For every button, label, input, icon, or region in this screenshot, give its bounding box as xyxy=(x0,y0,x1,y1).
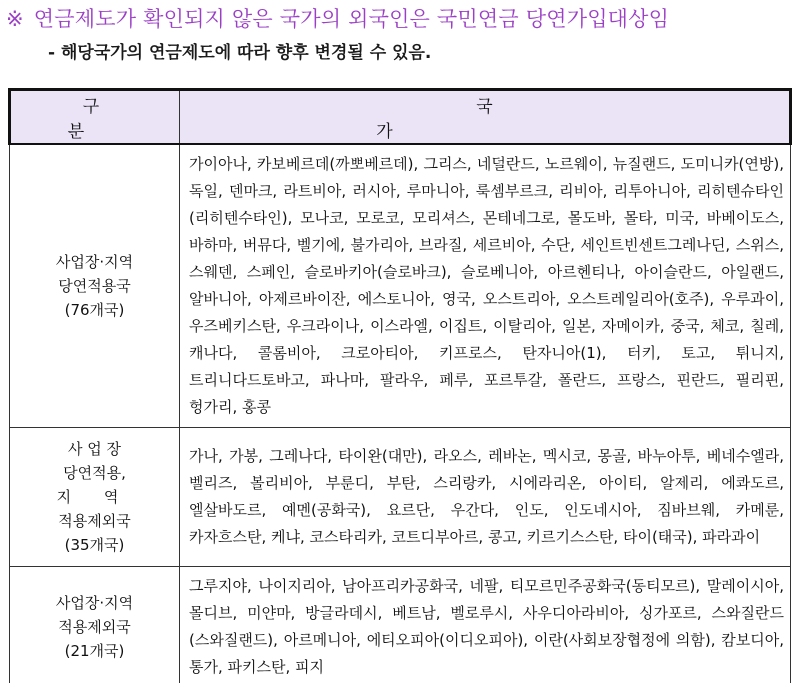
row-category-cell xyxy=(10,428,180,567)
notice-line xyxy=(6,4,669,34)
category-line: 사 업 장 xyxy=(67,440,121,458)
header-category: 구 분 xyxy=(10,90,180,145)
category-line: 지 역 xyxy=(56,488,133,506)
category-line: (76개국) xyxy=(64,301,125,319)
table-row xyxy=(10,144,791,428)
category-line: 적용제외국 xyxy=(58,618,131,636)
country-classification-table xyxy=(8,88,792,683)
row-countries-cell: 가나, 가봉, 그레나다, 타이완(대만), 라오스, 레바논, 멕시코, 몽골, 바누아투, 베네수엘라, 벨리즈, 볼리비아, 부룬디, 부탄, 스리랑카, 시에라리온, 아이티, 알제리, 에콰도르, 엘살바도르, 예멘(공화국), 요르단, 우간다, 인도, 인도네시아, 짐바브웨, 카메룬, 카자흐스탄, 케냐, 코스타리카, 코트디부아르, 콩고, 키르기스스탄, 타이(태국), 파라과이 xyxy=(180,428,791,567)
category-line: 사업장·지역 xyxy=(55,253,134,271)
table-row xyxy=(10,567,791,683)
category-line: 적용제외국 xyxy=(58,512,131,530)
category-line: 사업장·지역 xyxy=(55,594,134,612)
category-line: 당연적용, xyxy=(63,464,126,482)
table-row xyxy=(10,428,791,567)
category-line: (21개국) xyxy=(64,642,125,660)
table-header-row xyxy=(10,90,791,145)
subnote-text: - 해당국가의 연금제도에 따라 향후 변경될 수 있음. xyxy=(48,43,432,63)
reference-mark-icon: ※ xyxy=(6,7,24,31)
notice-text: 연금제도가 확인되지 않은 국가의 외국인은 국민연금 당연가입대상임 xyxy=(33,7,670,31)
category-line: (35개국) xyxy=(64,536,125,554)
header-countries: 국 가 xyxy=(180,90,791,145)
row-category-cell xyxy=(10,144,180,428)
row-countries-cell: 그루지야, 나이지리아, 남아프리카공화국, 네팔, 티모르민주공화국(동티모르), 말레이시아, 몰디브, 미얀마, 방글라데시, 베트남, 벨로루시, 사우디아라비아, 싱가포르, 스와질란드(스와질랜드), 아르메니아, 에티오피아(이디오피아), 이란(사회보장협정에 의함), 캄보디아, 통가, 파키스탄, 피지 xyxy=(180,567,791,683)
row-category-cell xyxy=(10,567,180,683)
category-line: 당연적용국 xyxy=(58,277,131,295)
row-countries-cell: 가이아나, 카보베르데(까뽀베르데), 그리스, 네덜란드, 노르웨이, 뉴질랜드, 도미니카(연방), 독일, 덴마크, 라트비아, 러시아, 루마니아, 룩셈부르크, 리비아, 리투아니아, 리히텐슈타인(리히텐수타인), 모나코, 모로코, 모리셔스, 몬테네그로, 몰도바, 몰타, 미국, 바베이도스, 바하마, 버뮤다, 벨기에, 불가리아, 브라질, 세르비아, 수단, 세인트빈센트그레나딘, 스위스, 스웨덴, 스페인, 슬로바키아(슬로바크), 슬로베니아, 아르헨티나, 아이슬란드, 아일랜드, 알바니아, 아제르바이잔, 에스토니아, 영국, 오스트리아, 오스트레일리아(호주), 우루과이, 우즈베키스탄, 우크라이나, 이스라엘, 이집트, 이탈리아, 일본, 자메이카, 중국, 체코, 칠레, 캐나다, 콜롬비아, 크로아티아, 키프로스, 탄자니아(1), 터키, 토고, 튀니지, 트리니다드토바고, 파나마, 팔라우, 페루, 포르투갈, 폴란드, 프랑스, 핀란드, 필리핀, 헝가리, 홍콩 xyxy=(180,144,791,428)
